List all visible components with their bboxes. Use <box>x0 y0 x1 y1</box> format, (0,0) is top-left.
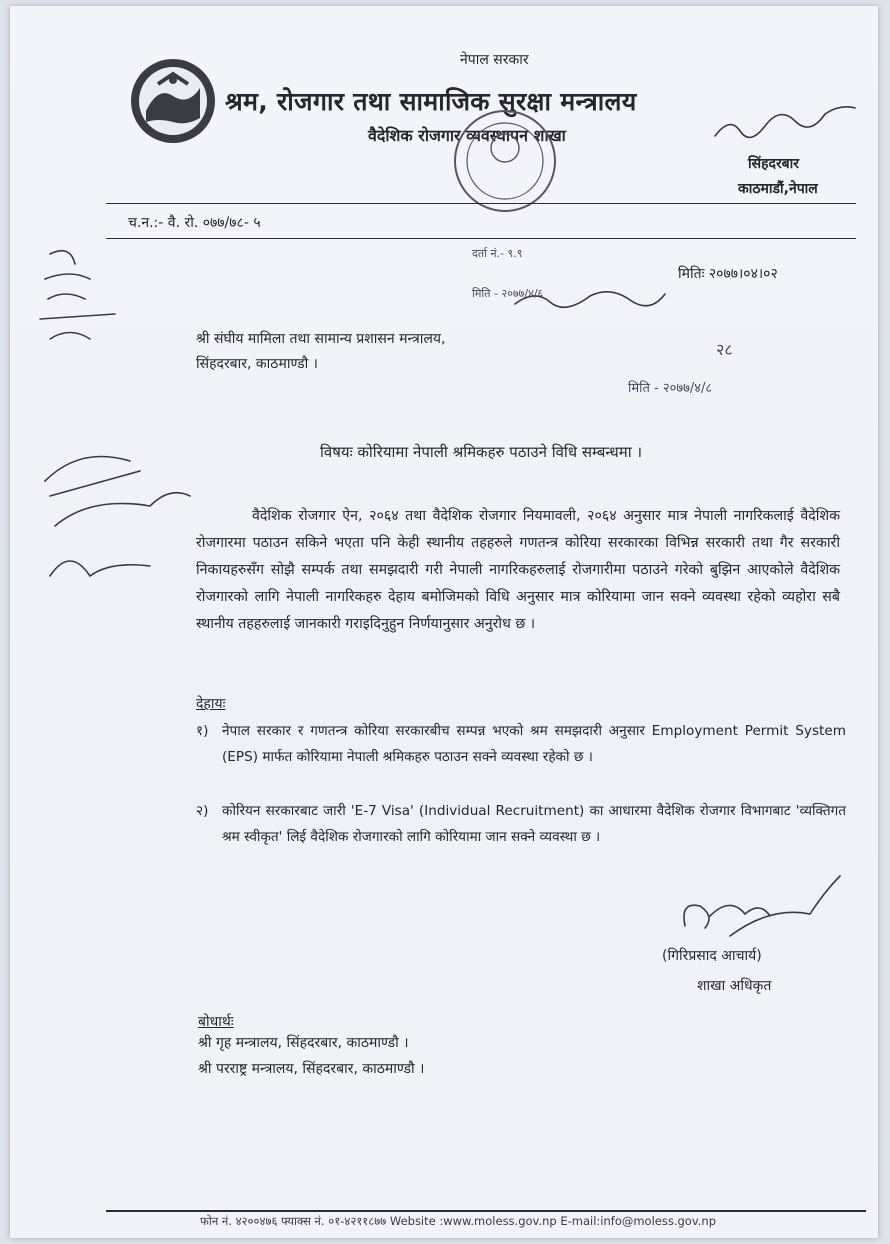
recipient-line-2: सिंहदरबार, काठमाण्डौ । <box>196 356 318 372</box>
margin-handwriting-icon <box>30 244 140 354</box>
letter-body: वैदेशिक रोजगार ऐन, २०६४ तथा वैदेशिक रोजगार नियमावली, २०६४ अनुसार मात्र नेपाली नागरिकलाई वैदेशिक रोजगारमा पठाउन सकिने भएता पनि केही स्थानीय तहहरुले गणतन्त्र कोरिया सरकारका विभिन्न सरकारी तथा गैर सरकारी निकायहरुसँग सोझै सम्पर्क तथा समझदारी गरी नेपाली नागरिकहरुलाई रोजगारीमा पठाउने गरेको बुझिन आएकोले वैदेशिक रोजगारको लागि नेपाली नागरिकहरु देहाय बमोजिमको विधि अनुसार मात्र कोरियामा जान सक्ने व्यवस्था रहेको व्यहोरा सबै स्थानीय तहहरुलाई जानकारी गराइदिनुहुन निर्णयानुसार अनुरोध छ । <box>196 508 840 632</box>
cc-heading: बोधार्थः <box>198 1014 234 1030</box>
footer-contact: फोन नं. ४२००४७६ फ्याक्स नं. ०१-४२११८७७ Website :www.moless.gov.np E-mail:info@moless.gov.np <box>200 1214 716 1228</box>
place-line-1: सिंहदरबार <box>748 156 800 172</box>
letter-date: मितिः २०७७।०४।०२ <box>678 266 778 282</box>
office-seal-icon <box>450 106 560 216</box>
signatory-title: शाखा अधिकृत <box>697 978 772 994</box>
footer-rule <box>106 1210 866 1212</box>
reference-number: च.न.:- वै. रो. ०७७/७८- ५ <box>128 215 261 231</box>
handwritten-note-icon <box>710 96 860 146</box>
list-item-text: कोरियन सरकारबाट जारी 'E-7 Visa' (Individual Recruitment) का आधारमा वैदेशिक रोजगार विभागबाट 'व्यक्तिगत श्रम स्वीकृत' लिई वैदेशिक रोजगारको लागि कोरियामा जान सक्ने व्यवस्था छ । <box>222 803 846 845</box>
letter-subject: विषयः कोरियामा नेपाली श्रमिकहरु पठाउने विधि सम्बन्धमा । <box>320 443 643 461</box>
reference-rule <box>106 238 856 239</box>
receipt-miti: मिति - २०७७/४/८ <box>628 381 713 396</box>
nepal-emblem-icon <box>128 56 218 146</box>
list-item <box>196 718 846 770</box>
government-name: नेपाल सरकार <box>460 52 529 68</box>
place-line-2: काठमाडौं,नेपाल <box>738 181 818 197</box>
header-rule <box>106 203 856 204</box>
letter-page <box>10 6 878 1238</box>
officer-signature-icon <box>670 866 850 946</box>
registry-miti: मिति - २०७७/४/६ <box>472 287 544 300</box>
signatory-name: (गिरिप्रसाद आचार्य) <box>662 948 762 964</box>
section-name: वैदेशिक रोजगार व्यवस्थापन शाखा <box>368 126 566 145</box>
margin-handwriting-2-icon <box>40 426 200 596</box>
cc-item: श्री गृह मन्त्रालय, सिंहदरबार, काठमाण्डौ । <box>198 1035 409 1051</box>
registry-signature-icon <box>510 284 670 314</box>
list-item-number: १) <box>196 723 209 739</box>
list-item <box>196 798 846 850</box>
recipient-line-1: श्री संघीय मामिला तथा सामान्य प्रशासन मन्त्रालय, <box>196 331 446 347</box>
list-item-number: २) <box>196 803 209 819</box>
list-item-text: नेपाल सरकार र गणतन्त्र कोरिया सरकारबीच सम्पन्न भएको श्रम समझदारी अनुसार Employment Permit System (EPS) मार्फत कोरियामा नेपाली श्रमिकहरु पठाउन सक्ने व्यवस्था रहेको छ । <box>222 723 846 765</box>
list-heading: देहायः <box>196 696 226 712</box>
receipt-number: २८ <box>716 340 733 359</box>
ministry-name: श्रम, रोजगार तथा सामाजिक सुरक्षा मन्त्रालय <box>225 87 637 116</box>
registry-darta-no: दर्ता नं.- ९.९ <box>472 247 523 260</box>
cc-item: श्री परराष्ट्र मन्त्रालय, सिंहदरबार, काठमाण्डौ । <box>198 1061 425 1077</box>
